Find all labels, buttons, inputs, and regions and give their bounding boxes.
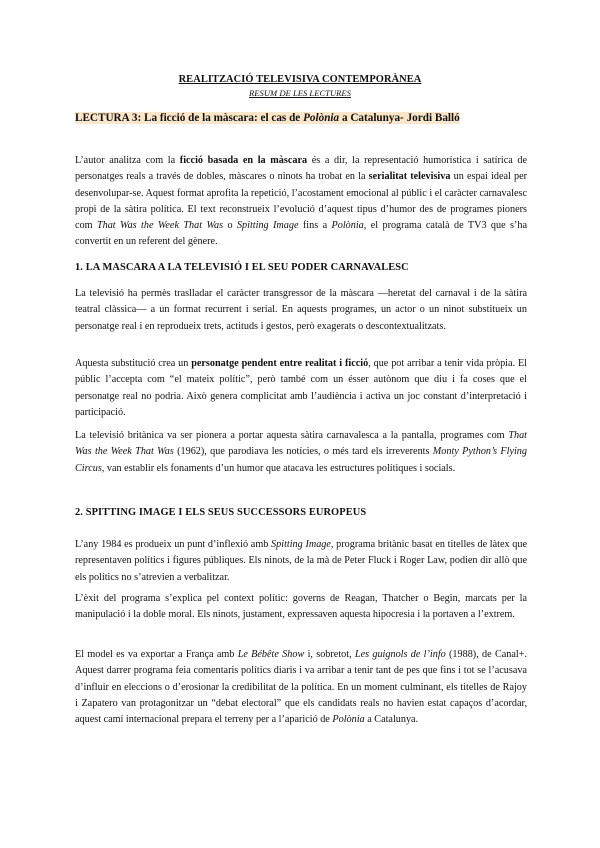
document-subtitle: RESUM DE LES LECTURES [249, 88, 351, 98]
text-run: , programa britànic basat en titelles de làtex que representaven polítics i figures públiques. Els ninots, de la mà de Peter Fluck i Roger Law, podien dir allò que els polítics no s’atrevien a verbalitzar. [75, 539, 527, 583]
section-1-heading: 1. LA MASCARA A LA TELEVISIÓ I EL SEU PODER CARNAVALESC [75, 262, 409, 273]
text-run: és a dir, la representació humorística i satírica de personatges reals a través de dobles, màscares o ninots ha trobat en la [75, 155, 527, 183]
text-run: , van establir els fonaments d’un humor que atacava les estructures polítiques i socials. [101, 462, 456, 474]
reading-heading-suffix: a Catalunya- Jordi Balló [339, 112, 460, 124]
reading-heading-highlight [75, 112, 460, 124]
section-1-paragraph-2 [75, 356, 527, 421]
italic-text: Spitting Image [236, 220, 299, 232]
intro-paragraph [75, 153, 527, 251]
italic-text: Spitting Image [271, 539, 331, 550]
section-2-heading: 2. SPITTING IMAGE I ELS SEUS SUCCESSORS EUROPEUS [75, 507, 367, 518]
text-run: Aquesta substitució crea un [75, 358, 192, 369]
text-run: La televisió ha permès traslladar el caràcter transgressor de la màscara —heretat del carnaval i de la sàtira teatral clàssica— a un format recurrent i serial. En aquests programes, un actor o un ninot substitueix un personatge real i en reprodueix trets, actituds i gestos, però exagerats o descontextualitzats. [75, 288, 527, 332]
text-run: , que pot arribar a tenir vida pròpia. El públic l’accepta com “el mateix polític”, però també com un ésser autònom que diu i fa coses que el personatge real no podria. Això genera complicitat amb l’audiència i activa un joc constant d’interpretació i participació. [75, 358, 527, 418]
text-run: L’any 1984 es produeix un punt d’inflexió amb [75, 539, 272, 550]
italic-text: That Was the Week That Was [75, 430, 527, 458]
text-run: un espai ideal per desenvolupar-se. Aquest format aprofita la repetició, l’acostament emocional al públic i el caràcter carnavalesc propi de la sàtira política. El text reconstrueix l’evolució d’aquest tipus d’humor des de programes pioners com [75, 171, 528, 232]
section-1-paragraph-3 [75, 428, 527, 477]
section-2-paragraph-2 [75, 591, 527, 624]
bold-text: personatge pendent entre realitat i ficció [191, 358, 369, 369]
text-run: El model es va exportar a França amb [75, 649, 238, 660]
text-run: a Catalunya. [364, 714, 419, 726]
text-run: i, sobretot, [304, 649, 355, 660]
bold-text: ficció basada en la màscara [179, 155, 308, 166]
text-run: L’èxit del programa s’explica pel context polític: governs de Reagan, Thatcher o Begin, marcats per la manipulació i la doble moral. Els ninots, justament, expressaven aquesta hipocresia i la portaven a l’extrem. [75, 593, 527, 621]
text-run: La televisió britànica va ser pionera a portar aquesta sàtira carnavalesca a la pantalla, programes com [75, 430, 509, 441]
text-run: L’autor analitza com la [75, 155, 180, 166]
text-run: (1988), de Canal+. Aquest darrer programa feia comentaris polítics diaris i va arribar a tenir tant de pes que fins i tot se l’acusava d’influir en eleccions o d’erosionar la credibilitat de la política. En un moment culminant, els titelles de Rajoy i Zapatero van protagonitzar un “debat electoral” que els candidats reals no havien estat capaços d’acordar, aquest camí internacional prepara el terreny per a l’aparició de [75, 649, 528, 726]
reading-heading-prefix: LECTURA 3: La ficció de la màscara: el cas de [75, 112, 304, 124]
italic-text: Monty Python’s Flying Circus [75, 446, 527, 474]
section-2-paragraph-1 [75, 537, 527, 586]
italic-text: Le Bébête Show [237, 649, 305, 660]
reading-heading [75, 112, 535, 124]
italic-text: That Was the Week That Was [96, 220, 224, 232]
document-title: REALITZACIÓ TELEVISIVA CONTEMPORÀNEA [178, 74, 422, 85]
text-run: (1962), que parodiava les notícies, o més tard els irreverents [173, 446, 433, 458]
bold-text: serialitat televisiva [368, 171, 451, 183]
italic-text: Les guignols de l’info [354, 649, 446, 660]
italic-text: Polònia [332, 714, 365, 726]
reading-heading-italic: Polònia [303, 112, 340, 124]
italic-text: Polònia [331, 220, 364, 232]
text-run: , el programa català de TV3 que s’ha convertit en un referent del gènere. [75, 220, 528, 248]
text-run: fins a [298, 220, 332, 232]
section-1-paragraph-1 [75, 286, 527, 335]
section-2-paragraph-3 [75, 647, 527, 728]
text-run: o [223, 220, 237, 232]
